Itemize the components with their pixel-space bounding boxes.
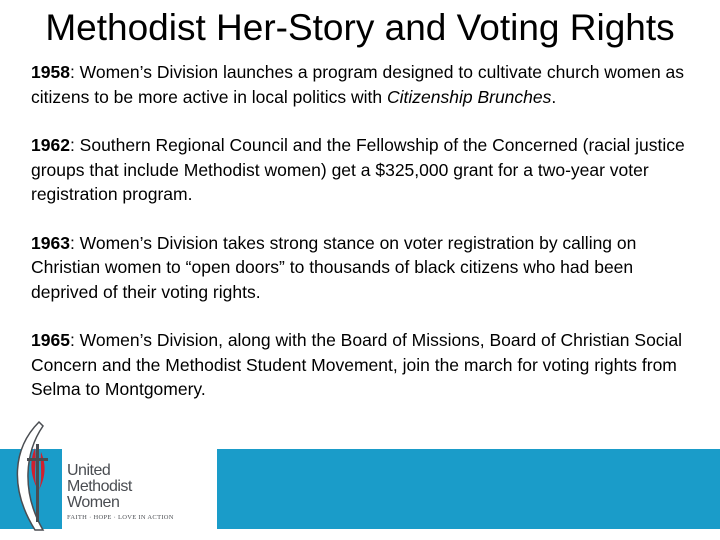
entry-year: 1963 bbox=[31, 232, 70, 253]
entry-1962 bbox=[31, 133, 701, 207]
entry-1965 bbox=[31, 328, 701, 402]
timeline-entries bbox=[31, 60, 701, 426]
logo-line: United bbox=[67, 462, 111, 479]
entry-1958 bbox=[31, 60, 701, 109]
logo-line: Women bbox=[67, 494, 120, 511]
page-title: Methodist Her-Story and Voting Rights bbox=[45, 7, 675, 48]
entry-text: : Women’s Division takes strong stance on voter registration by calling on Christian women to “open doors” to thousands of black citizens who had been deprived of their voting rights. bbox=[31, 232, 637, 302]
logo-tagline: FAITH · HOPE · LOVE IN ACTION bbox=[67, 514, 174, 521]
cross-and-flame-icon bbox=[7, 418, 67, 534]
united-methodist-women-logo bbox=[7, 418, 217, 534]
entry-text: : Women’s Division launches a program designed to cultivate church women as citizens to be more active in local politics with bbox=[31, 62, 685, 107]
entry-italic-text: Citizenship Brunches bbox=[386, 86, 552, 107]
entry-1963 bbox=[31, 231, 701, 305]
logo-wordmark bbox=[67, 463, 132, 511]
logo-line: Methodist bbox=[67, 478, 132, 495]
entry-text: : Southern Regional Council and the Fellowship of the Concerned (racial justice groups that include Methodist women) get a $325,000 grant for a two-year voter registration program. bbox=[31, 135, 685, 204]
entry-year: 1965 bbox=[31, 330, 70, 350]
entry-text: : Women’s Division, along with the Board of Missions, Board of Christian Social Concern and the Methodist Student Movement, join the march for voting rights from Selma to Montgomery. bbox=[31, 330, 683, 399]
entry-tail: . bbox=[551, 86, 557, 107]
entry-year: 1958 bbox=[31, 62, 70, 82]
entry-year: 1962 bbox=[31, 135, 70, 155]
